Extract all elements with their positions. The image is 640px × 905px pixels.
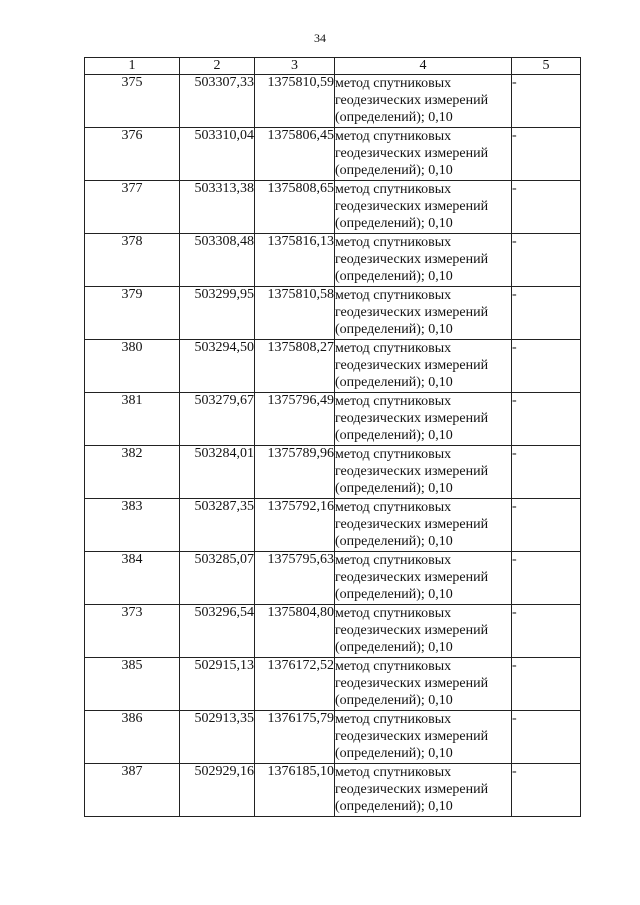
header-row bbox=[85, 58, 581, 75]
table-row bbox=[85, 340, 581, 393]
point-number-cell: 383 bbox=[85, 499, 180, 552]
method-line: метод спутниковых bbox=[335, 712, 452, 727]
method-cell bbox=[335, 605, 512, 658]
point-number-cell: 384 bbox=[85, 552, 180, 605]
y-coordinate-cell: 1376185,10 bbox=[255, 764, 335, 817]
method-line: геодезических измерений bbox=[335, 146, 489, 161]
method-line: метод спутниковых bbox=[335, 765, 452, 780]
y-coordinate-cell: 1375806,45 bbox=[255, 128, 335, 181]
note-cell: - bbox=[512, 446, 581, 499]
method-line: геодезических измерений bbox=[335, 517, 489, 532]
y-coordinate-cell: 1375804,80 bbox=[255, 605, 335, 658]
note-cell: - bbox=[512, 287, 581, 340]
point-number-cell: 387 bbox=[85, 764, 180, 817]
note-cell: - bbox=[512, 764, 581, 817]
method-line: метод спутниковых bbox=[335, 394, 452, 409]
point-number-cell: 375 bbox=[85, 75, 180, 128]
method-cell bbox=[335, 128, 512, 181]
method-cell bbox=[335, 181, 512, 234]
method-line: (определений); 0,10 bbox=[335, 481, 453, 496]
method-cell bbox=[335, 75, 512, 128]
table-row bbox=[85, 128, 581, 181]
method-cell bbox=[335, 658, 512, 711]
method-cell bbox=[335, 287, 512, 340]
column-header-3: 3 bbox=[255, 58, 335, 75]
table-row bbox=[85, 658, 581, 711]
table-row bbox=[85, 393, 581, 446]
x-coordinate-cell: 503299,95 bbox=[180, 287, 255, 340]
table-row bbox=[85, 181, 581, 234]
note-cell: - bbox=[512, 658, 581, 711]
point-number-cell: 379 bbox=[85, 287, 180, 340]
method-cell bbox=[335, 764, 512, 817]
method-line: (определений); 0,10 bbox=[335, 428, 453, 443]
method-line: геодезических измерений bbox=[335, 411, 489, 426]
method-line: геодезических измерений bbox=[335, 358, 489, 373]
note-cell: - bbox=[512, 605, 581, 658]
y-coordinate-cell: 1375810,58 bbox=[255, 287, 335, 340]
coordinates-table bbox=[84, 57, 581, 817]
table-row bbox=[85, 552, 581, 605]
note-cell: - bbox=[512, 181, 581, 234]
column-header-1: 1 bbox=[85, 58, 180, 75]
method-line: геодезических измерений bbox=[335, 305, 489, 320]
method-line: метод спутниковых bbox=[335, 288, 452, 303]
method-cell bbox=[335, 552, 512, 605]
x-coordinate-cell: 503284,01 bbox=[180, 446, 255, 499]
note-cell: - bbox=[512, 499, 581, 552]
x-coordinate-cell: 502913,35 bbox=[180, 711, 255, 764]
point-number-cell: 378 bbox=[85, 234, 180, 287]
point-number-cell: 386 bbox=[85, 711, 180, 764]
table-row bbox=[85, 605, 581, 658]
point-number-cell: 380 bbox=[85, 340, 180, 393]
table-row bbox=[85, 446, 581, 499]
column-header-5: 5 bbox=[512, 58, 581, 75]
note-cell: - bbox=[512, 552, 581, 605]
method-line: метод спутниковых bbox=[335, 182, 452, 197]
note-cell: - bbox=[512, 340, 581, 393]
method-line: геодезических измерений bbox=[335, 570, 489, 585]
method-line: (определений); 0,10 bbox=[335, 693, 453, 708]
method-line: метод спутниковых bbox=[335, 76, 452, 91]
method-line: (определений); 0,10 bbox=[335, 322, 453, 337]
method-line: геодезических измерений bbox=[335, 93, 489, 108]
x-coordinate-cell: 503279,67 bbox=[180, 393, 255, 446]
method-line: (определений); 0,10 bbox=[335, 163, 453, 178]
y-coordinate-cell: 1375789,96 bbox=[255, 446, 335, 499]
table-row bbox=[85, 75, 581, 128]
x-coordinate-cell: 502915,13 bbox=[180, 658, 255, 711]
method-line: (определений); 0,10 bbox=[335, 216, 453, 231]
method-line: (определений); 0,10 bbox=[335, 746, 453, 761]
table-header bbox=[85, 58, 581, 75]
y-coordinate-cell: 1375796,49 bbox=[255, 393, 335, 446]
y-coordinate-cell: 1375808,27 bbox=[255, 340, 335, 393]
x-coordinate-cell: 503296,54 bbox=[180, 605, 255, 658]
method-line: метод спутниковых bbox=[335, 659, 452, 674]
x-coordinate-cell: 503294,50 bbox=[180, 340, 255, 393]
method-line: геодезических измерений bbox=[335, 676, 489, 691]
x-coordinate-cell: 503313,38 bbox=[180, 181, 255, 234]
method-line: метод спутниковых bbox=[335, 129, 452, 144]
note-cell: - bbox=[512, 393, 581, 446]
method-line: (определений); 0,10 bbox=[335, 799, 453, 814]
point-number-cell: 382 bbox=[85, 446, 180, 499]
x-coordinate-cell: 503308,48 bbox=[180, 234, 255, 287]
method-line: геодезических измерений bbox=[335, 464, 489, 479]
column-header-4: 4 bbox=[335, 58, 512, 75]
table-body bbox=[85, 75, 581, 817]
table-row bbox=[85, 764, 581, 817]
method-line: метод спутниковых bbox=[335, 447, 452, 462]
method-line: метод спутниковых bbox=[335, 341, 452, 356]
note-cell: - bbox=[512, 711, 581, 764]
method-cell bbox=[335, 340, 512, 393]
x-coordinate-cell: 503307,33 bbox=[180, 75, 255, 128]
method-line: геодезических измерений bbox=[335, 623, 489, 638]
page-number: 34 bbox=[314, 31, 326, 45]
method-line: (определений); 0,10 bbox=[335, 110, 453, 125]
table-row bbox=[85, 711, 581, 764]
column-header-2: 2 bbox=[180, 58, 255, 75]
note-cell: - bbox=[512, 75, 581, 128]
method-line: геодезических измерений bbox=[335, 729, 489, 744]
x-coordinate-cell: 503287,35 bbox=[180, 499, 255, 552]
method-cell bbox=[335, 711, 512, 764]
y-coordinate-cell: 1375795,63 bbox=[255, 552, 335, 605]
point-number-cell: 381 bbox=[85, 393, 180, 446]
y-coordinate-cell: 1376175,79 bbox=[255, 711, 335, 764]
y-coordinate-cell: 1375792,16 bbox=[255, 499, 335, 552]
note-cell: - bbox=[512, 128, 581, 181]
method-line: (определений); 0,10 bbox=[335, 587, 453, 602]
y-coordinate-cell: 1376172,52 bbox=[255, 658, 335, 711]
method-cell bbox=[335, 446, 512, 499]
method-cell bbox=[335, 393, 512, 446]
method-line: метод спутниковых bbox=[335, 606, 452, 621]
x-coordinate-cell: 503310,04 bbox=[180, 128, 255, 181]
y-coordinate-cell: 1375808,65 bbox=[255, 181, 335, 234]
x-coordinate-cell: 502929,16 bbox=[180, 764, 255, 817]
method-line: метод спутниковых bbox=[335, 500, 452, 515]
method-line: геодезических измерений bbox=[335, 252, 489, 267]
method-cell bbox=[335, 234, 512, 287]
method-cell bbox=[335, 499, 512, 552]
table-row bbox=[85, 499, 581, 552]
point-number-cell: 385 bbox=[85, 658, 180, 711]
method-line: метод спутниковых bbox=[335, 235, 452, 250]
point-number-cell: 376 bbox=[85, 128, 180, 181]
method-line: (определений); 0,10 bbox=[335, 269, 453, 284]
y-coordinate-cell: 1375810,59 bbox=[255, 75, 335, 128]
x-coordinate-cell: 503285,07 bbox=[180, 552, 255, 605]
method-line: метод спутниковых bbox=[335, 553, 452, 568]
method-line: геодезических измерений bbox=[335, 199, 489, 214]
y-coordinate-cell: 1375816,13 bbox=[255, 234, 335, 287]
method-line: (определений); 0,10 bbox=[335, 534, 453, 549]
table-row bbox=[85, 287, 581, 340]
table-row bbox=[85, 234, 581, 287]
method-line: геодезических измерений bbox=[335, 782, 489, 797]
point-number-cell: 377 bbox=[85, 181, 180, 234]
method-line: (определений); 0,10 bbox=[335, 375, 453, 390]
note-cell: - bbox=[512, 234, 581, 287]
method-line: (определений); 0,10 bbox=[335, 640, 453, 655]
point-number-cell: 373 bbox=[85, 605, 180, 658]
